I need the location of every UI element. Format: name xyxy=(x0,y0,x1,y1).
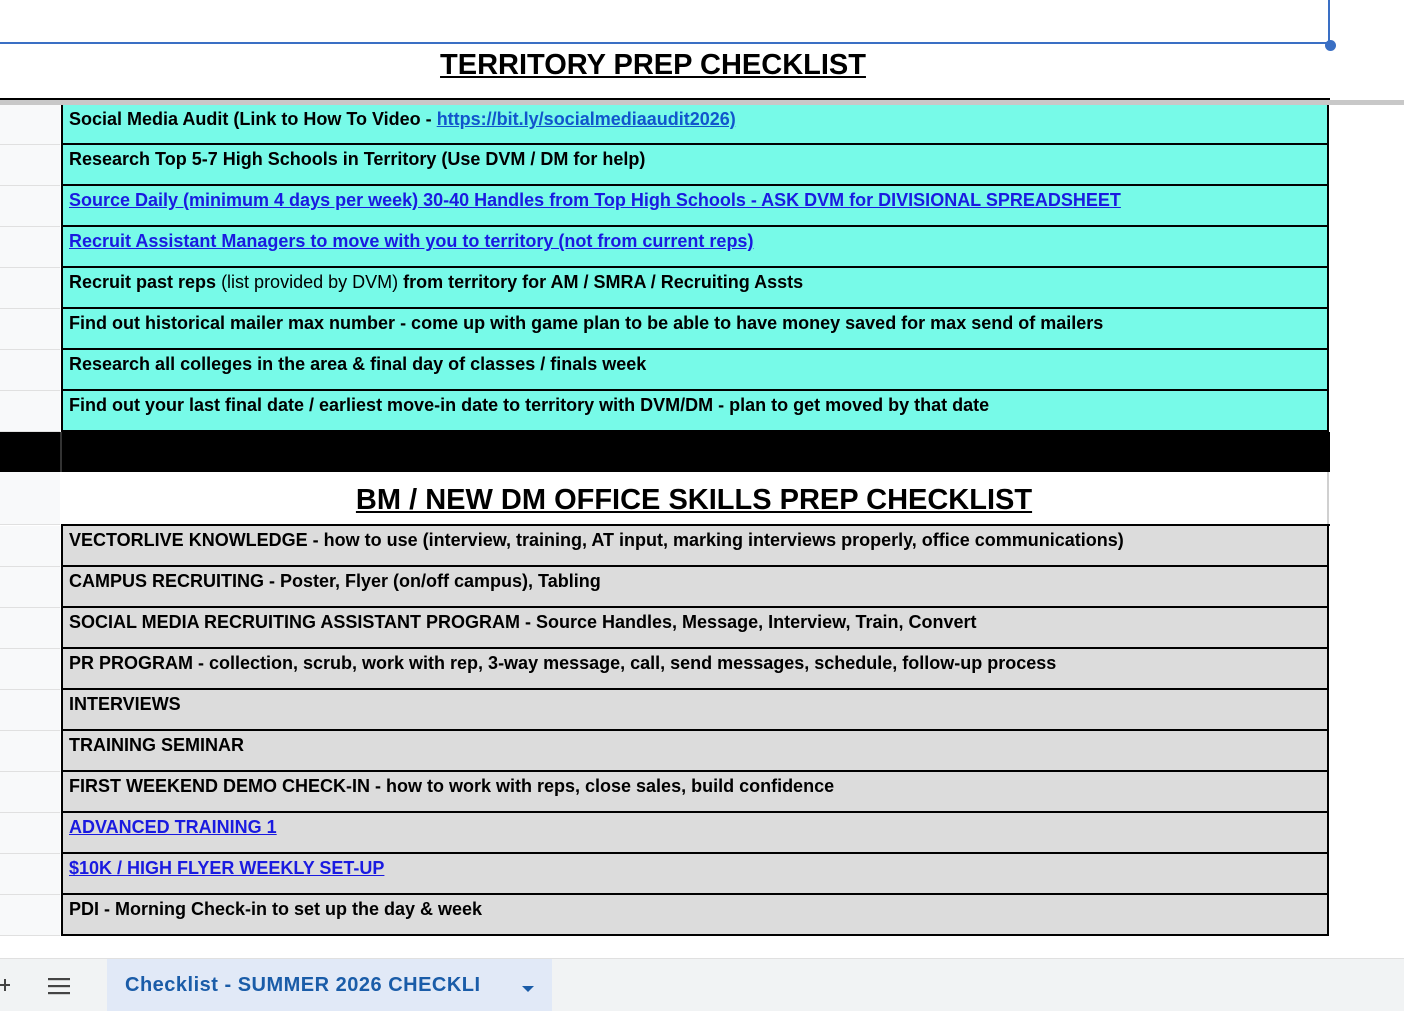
row-text: Research all colleges in the area & final day of classes / finals week xyxy=(69,354,647,374)
row-text: Find out your last final date / earliest move-in date to territory with DVM/DM - plan to get moved by that date xyxy=(69,395,990,415)
row-header[interactable] xyxy=(0,350,60,391)
row-text: TRAINING SEMINAR xyxy=(69,735,244,755)
checklist-row[interactable] xyxy=(61,649,1329,690)
row-header[interactable] xyxy=(0,608,60,649)
checklist-row[interactable] xyxy=(61,105,1329,145)
checklist-row[interactable] xyxy=(61,391,1329,432)
row-header[interactable] xyxy=(0,309,60,350)
row-text: Find out historical mailer max number - come up with game plan to be able to have money saved for max send of mailers xyxy=(69,313,1104,333)
advanced-training-link[interactable]: ADVANCED TRAINING 1 xyxy=(69,817,277,837)
sheet-tab-active[interactable] xyxy=(107,959,552,1011)
hamburger-icon xyxy=(46,975,74,997)
row-text: PR PROGRAM - collection, scrub, work with rep, 3-way message, call, send messages, schedule, follow-up process xyxy=(69,653,1057,673)
all-sheets-button[interactable] xyxy=(46,975,74,997)
checklist-row[interactable] xyxy=(61,772,1329,813)
how-to-video-link[interactable]: https://bit.ly/socialmediaaudit2026) xyxy=(436,109,736,129)
row-header[interactable] xyxy=(0,391,60,432)
row-header[interactable] xyxy=(0,690,60,731)
checklist-row[interactable] xyxy=(61,895,1329,936)
row-header[interactable] xyxy=(0,731,60,772)
sheet-tab-label: Checklist - SUMMER 2026 CHECKLI xyxy=(125,974,481,996)
row-header[interactable] xyxy=(0,854,60,895)
divisional-spreadsheet-link[interactable]: Source Daily (minimum 4 days per week) 30-40 Handles from Top High Schools - ASK DVM for DIVISIONAL SPREADSHEET xyxy=(69,190,1121,210)
row-header[interactable] xyxy=(0,472,60,525)
row-header[interactable] xyxy=(0,46,60,98)
checklist-row[interactable] xyxy=(61,690,1329,731)
row-text: INTERVIEWS xyxy=(69,694,181,714)
selection-box xyxy=(0,0,1330,44)
row-header[interactable] xyxy=(0,186,60,227)
row-header[interactable] xyxy=(0,227,60,268)
checklist-row[interactable] xyxy=(61,309,1329,350)
row-text: Research Top 5-7 High Schools in Territory (Use DVM / DM for help) xyxy=(69,149,646,169)
checklist-row[interactable] xyxy=(61,268,1329,309)
row-text: Recruit past reps xyxy=(69,272,222,292)
row-header[interactable] xyxy=(0,268,60,309)
caret-down-icon xyxy=(521,984,535,994)
row-text: FIRST WEEKEND DEMO CHECK-IN - how to work with reps, close sales, build confidence xyxy=(69,776,835,796)
checklist-row[interactable] xyxy=(61,854,1329,895)
row-header[interactable] xyxy=(0,649,60,690)
checklist-row[interactable] xyxy=(61,186,1329,227)
row-header[interactable] xyxy=(0,105,60,145)
row-text: VECTORLIVE KNOWLEDGE - how to use (interview, training, AT input, marking interviews properly, office communications) xyxy=(69,530,1124,550)
row-text: from territory for AM / SMRA / Recruiting Assts xyxy=(398,272,804,292)
row-header[interactable] xyxy=(0,526,60,567)
row-text: Social Media Audit (Link to How To Video - xyxy=(69,109,437,129)
row-header[interactable] xyxy=(0,567,60,608)
checklist-row[interactable] xyxy=(61,350,1329,391)
checklist-row[interactable] xyxy=(61,731,1329,772)
office-skills-title: BM / NEW DM OFFICE SKILLS PREP CHECKLIST xyxy=(61,472,1329,525)
checklist-row[interactable] xyxy=(61,145,1329,186)
plus-icon xyxy=(0,971,14,999)
add-sheet-button[interactable] xyxy=(0,971,14,999)
territory-prep-title: TERRITORY PREP CHECKLIST xyxy=(440,49,866,81)
sheet-tab-bar xyxy=(0,958,1404,1011)
high-flyer-link[interactable]: $10K / HIGH FLYER WEEKLY SET-UP xyxy=(69,858,385,878)
checklist-row[interactable] xyxy=(61,608,1329,649)
checklist-row[interactable] xyxy=(61,813,1329,854)
checklist-row[interactable] xyxy=(61,227,1329,268)
row-header[interactable] xyxy=(0,813,60,854)
row-text: PDI - Morning Check-in to set up the day & week xyxy=(69,899,483,919)
row-header[interactable] xyxy=(0,895,60,936)
row-text-normal: (list provided by DVM) xyxy=(221,272,399,292)
row-text: CAMPUS RECRUITING - Poster, Flyer (on/off campus), Tabling xyxy=(69,571,601,591)
black-separator-row[interactable] xyxy=(0,432,1330,472)
checklist-row[interactable] xyxy=(61,567,1329,608)
separator-gridline xyxy=(60,432,62,472)
checklist-row[interactable] xyxy=(61,526,1329,567)
sheet-tab-menu-button[interactable] xyxy=(521,981,535,991)
row-header[interactable] xyxy=(0,145,60,186)
selection-handle[interactable] xyxy=(1325,40,1336,51)
row-text: SOCIAL MEDIA RECRUITING ASSISTANT PROGRAM - Source Handles, Message, Interview, Train, Convert xyxy=(69,612,977,632)
recruit-am-link[interactable]: Recruit Assistant Managers to move with you to territory (not from current reps) xyxy=(69,231,754,251)
row-header[interactable] xyxy=(0,772,60,813)
